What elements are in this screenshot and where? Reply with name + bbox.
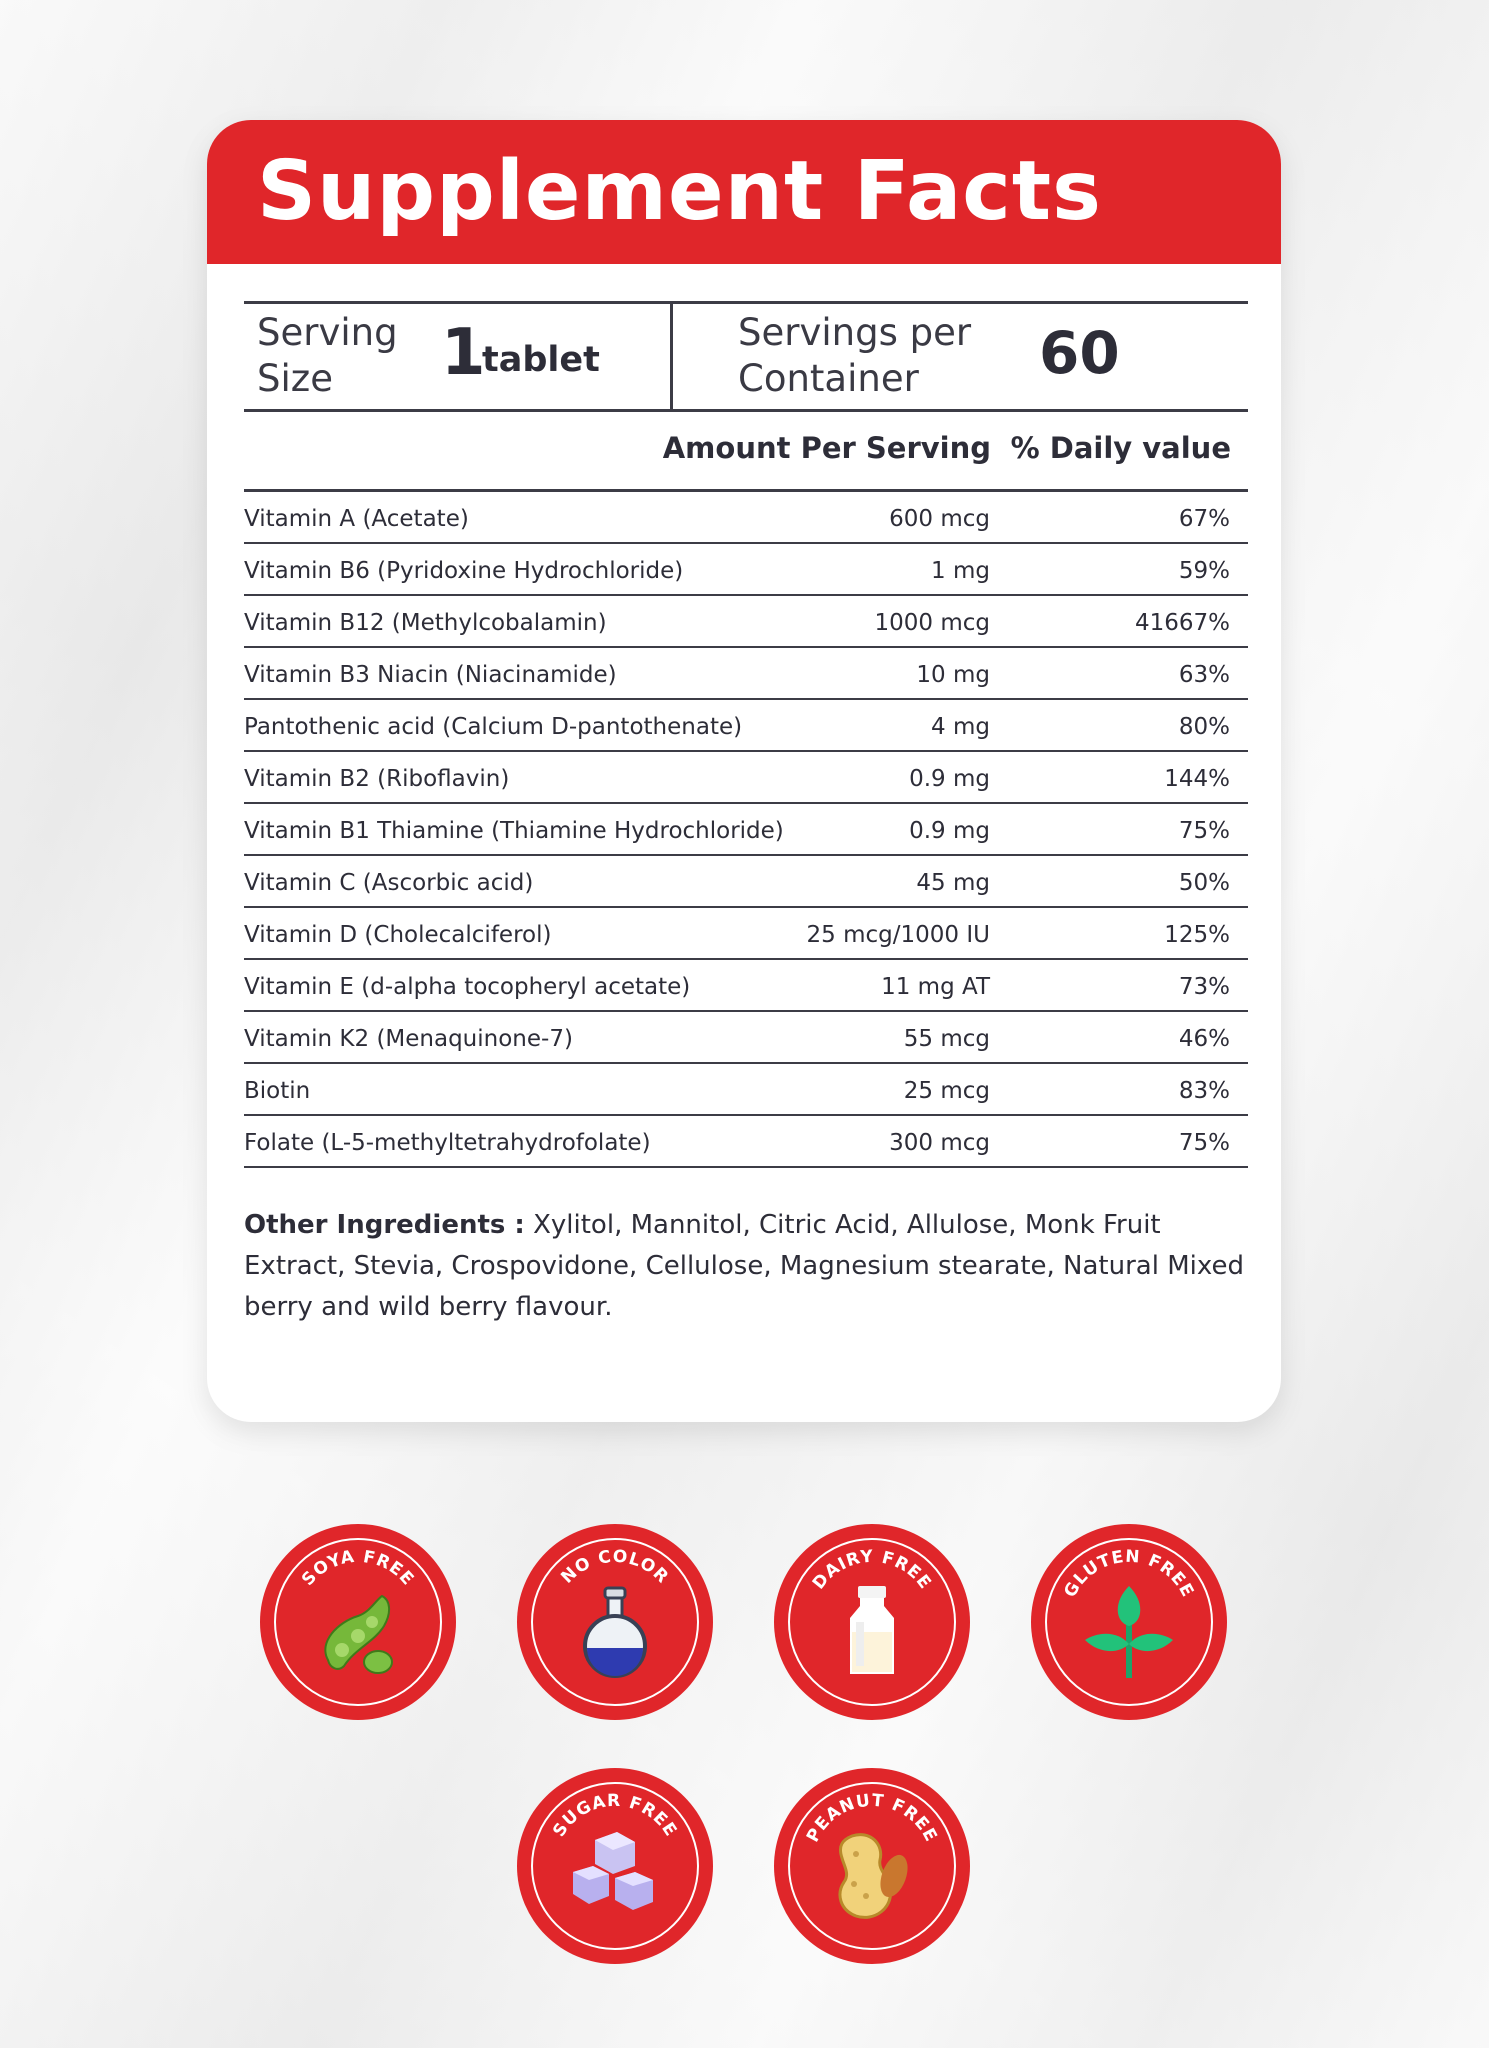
other-ingredients-text: Xylitol, Mannitol, Citric Acid, Allulose, Monk Fruit Extract, Stevia, Crospovidone, Cellulose, Magnesium stearate, Natural Mixed berry and wild berry flavour. <box>244 1210 1244 1322</box>
nutrient-daily-value: 50% <box>1178 870 1230 896</box>
nutrient-amount: 25 mcg <box>903 1078 990 1104</box>
nutrient-name: Vitamin K2 (Menaquinone-7) <box>244 1026 573 1052</box>
flask-icon <box>565 1582 665 1682</box>
page-title: Supplement Facts <box>257 144 1102 239</box>
nutrient-name: Vitamin A (Acetate) <box>244 506 469 532</box>
servings-per-container-value: 60 <box>1039 319 1120 387</box>
serving-bottom-rule <box>244 409 1248 412</box>
badge-label: SUGAR FREE <box>549 1790 681 1841</box>
card-header <box>207 120 1281 264</box>
nutrient-amount: 1 mg <box>931 558 990 584</box>
nutrient-amount: 600 mcg <box>889 506 990 532</box>
nutrient-daily-value: 63% <box>1178 662 1230 688</box>
nutrient-name: Vitamin B1 Thiamine (Thiamine Hydrochloride) <box>244 818 784 844</box>
badge-label: GLUTEN FREE <box>1060 1546 1198 1601</box>
sprout-icon <box>1079 1582 1179 1682</box>
nutrient-daily-value: 75% <box>1178 818 1230 844</box>
nutrient-amount: 4 mg <box>931 714 990 740</box>
nutrient-name: Vitamin B3 Niacin (Niacinamide) <box>244 662 617 688</box>
other-ingredients <box>244 1205 1244 1328</box>
supplement-facts-card <box>207 120 1281 1422</box>
peanut-icon <box>822 1826 922 1926</box>
table-row <box>244 960 1248 1012</box>
nutrient-amount: 0.9 mg <box>909 766 990 792</box>
nutrient-amount: 10 mg <box>916 662 990 688</box>
table-row <box>244 1064 1248 1116</box>
gluten-free-badge <box>1029 1522 1229 1722</box>
nutrient-daily-value: 59% <box>1178 558 1230 584</box>
soybean-icon <box>308 1582 408 1682</box>
serving-divider <box>670 301 673 411</box>
table-row <box>244 596 1248 648</box>
nutrient-daily-value: 41667% <box>1134 610 1230 636</box>
nutrient-amount: 11 mg AT <box>881 974 990 1000</box>
servings-per-container-label-line1: Servings per <box>738 311 972 354</box>
badge-label: NO COLOR <box>557 1546 673 1588</box>
peanut-free-badge <box>772 1766 972 1966</box>
serving-size-label-line1: Serving <box>257 311 398 354</box>
nutrient-name: Pantothenic acid (Calcium D-pantothenate) <box>244 714 743 740</box>
nutrient-daily-value: 80% <box>1178 714 1230 740</box>
table-row <box>244 908 1248 960</box>
no-color-badge <box>515 1522 715 1722</box>
nutrient-daily-value: 75% <box>1178 1130 1230 1156</box>
nutrient-daily-value: 144% <box>1164 766 1230 792</box>
nutrient-amount: 25 mcg/1000 IU <box>806 922 990 948</box>
nutrient-name: Vitamin B2 (Riboflavin) <box>244 766 510 792</box>
serving-size-value: 1 <box>441 316 486 390</box>
nutrient-daily-value: 125% <box>1164 922 1230 948</box>
dairy-free-badge <box>772 1522 972 1722</box>
amount-per-serving-header: Amount Per Serving <box>662 431 991 465</box>
table-row <box>244 1116 1248 1168</box>
nutrient-amount: 1000 mcg <box>874 610 990 636</box>
nutrient-amount: 55 mcg <box>903 1026 990 1052</box>
table-row <box>244 700 1248 752</box>
nutrient-daily-value: 46% <box>1178 1026 1230 1052</box>
serving-size-unit: tablet <box>482 340 600 380</box>
badge-label: PEANUT FREE <box>802 1790 942 1846</box>
table-row <box>244 544 1248 596</box>
nutrient-amount: 45 mg <box>916 870 990 896</box>
nutrient-name: Vitamin B12 (Methylcobalamin) <box>244 610 607 636</box>
milk-bottle-icon <box>822 1582 922 1682</box>
nutrient-name: Vitamin D (Cholecalciferol) <box>244 922 552 948</box>
serving-size-label-line2: Size <box>257 357 333 400</box>
nutrient-name: Biotin <box>244 1078 311 1104</box>
badge-label: SOYA FREE <box>298 1546 418 1590</box>
sugar-free-badge <box>515 1766 715 1966</box>
other-ingredients-label: Other Ingredients : <box>244 1210 525 1240</box>
nutrient-name: Vitamin B6 (Pyridoxine Hydrochloride) <box>244 558 684 584</box>
daily-value-header: % Daily value <box>1010 431 1231 465</box>
table-row <box>244 492 1248 544</box>
table-row <box>244 752 1248 804</box>
nutrient-daily-value: 83% <box>1178 1078 1230 1104</box>
nutrient-name: Folate (L-5-methyltetrahydrofolate) <box>244 1130 651 1156</box>
servings-per-container-label-line2: Container <box>738 357 919 400</box>
soya-free-badge <box>258 1522 458 1722</box>
nutrient-amount: 300 mcg <box>889 1130 990 1156</box>
sugar-cubes-icon <box>565 1826 665 1926</box>
table-row <box>244 856 1248 908</box>
serving-top-rule <box>244 301 1248 304</box>
table-row <box>244 1012 1248 1064</box>
nutrient-table <box>244 492 1248 1168</box>
nutrient-name: Vitamin C (Ascorbic acid) <box>244 870 534 896</box>
nutrient-daily-value: 73% <box>1178 974 1230 1000</box>
table-row <box>244 804 1248 856</box>
table-row <box>244 648 1248 700</box>
nutrient-name: Vitamin E (d-alpha tocopheryl acetate) <box>244 974 691 1000</box>
nutrient-daily-value: 67% <box>1178 506 1230 532</box>
nutrient-amount: 0.9 mg <box>909 818 990 844</box>
badge-label: DAIRY FREE <box>808 1546 936 1594</box>
